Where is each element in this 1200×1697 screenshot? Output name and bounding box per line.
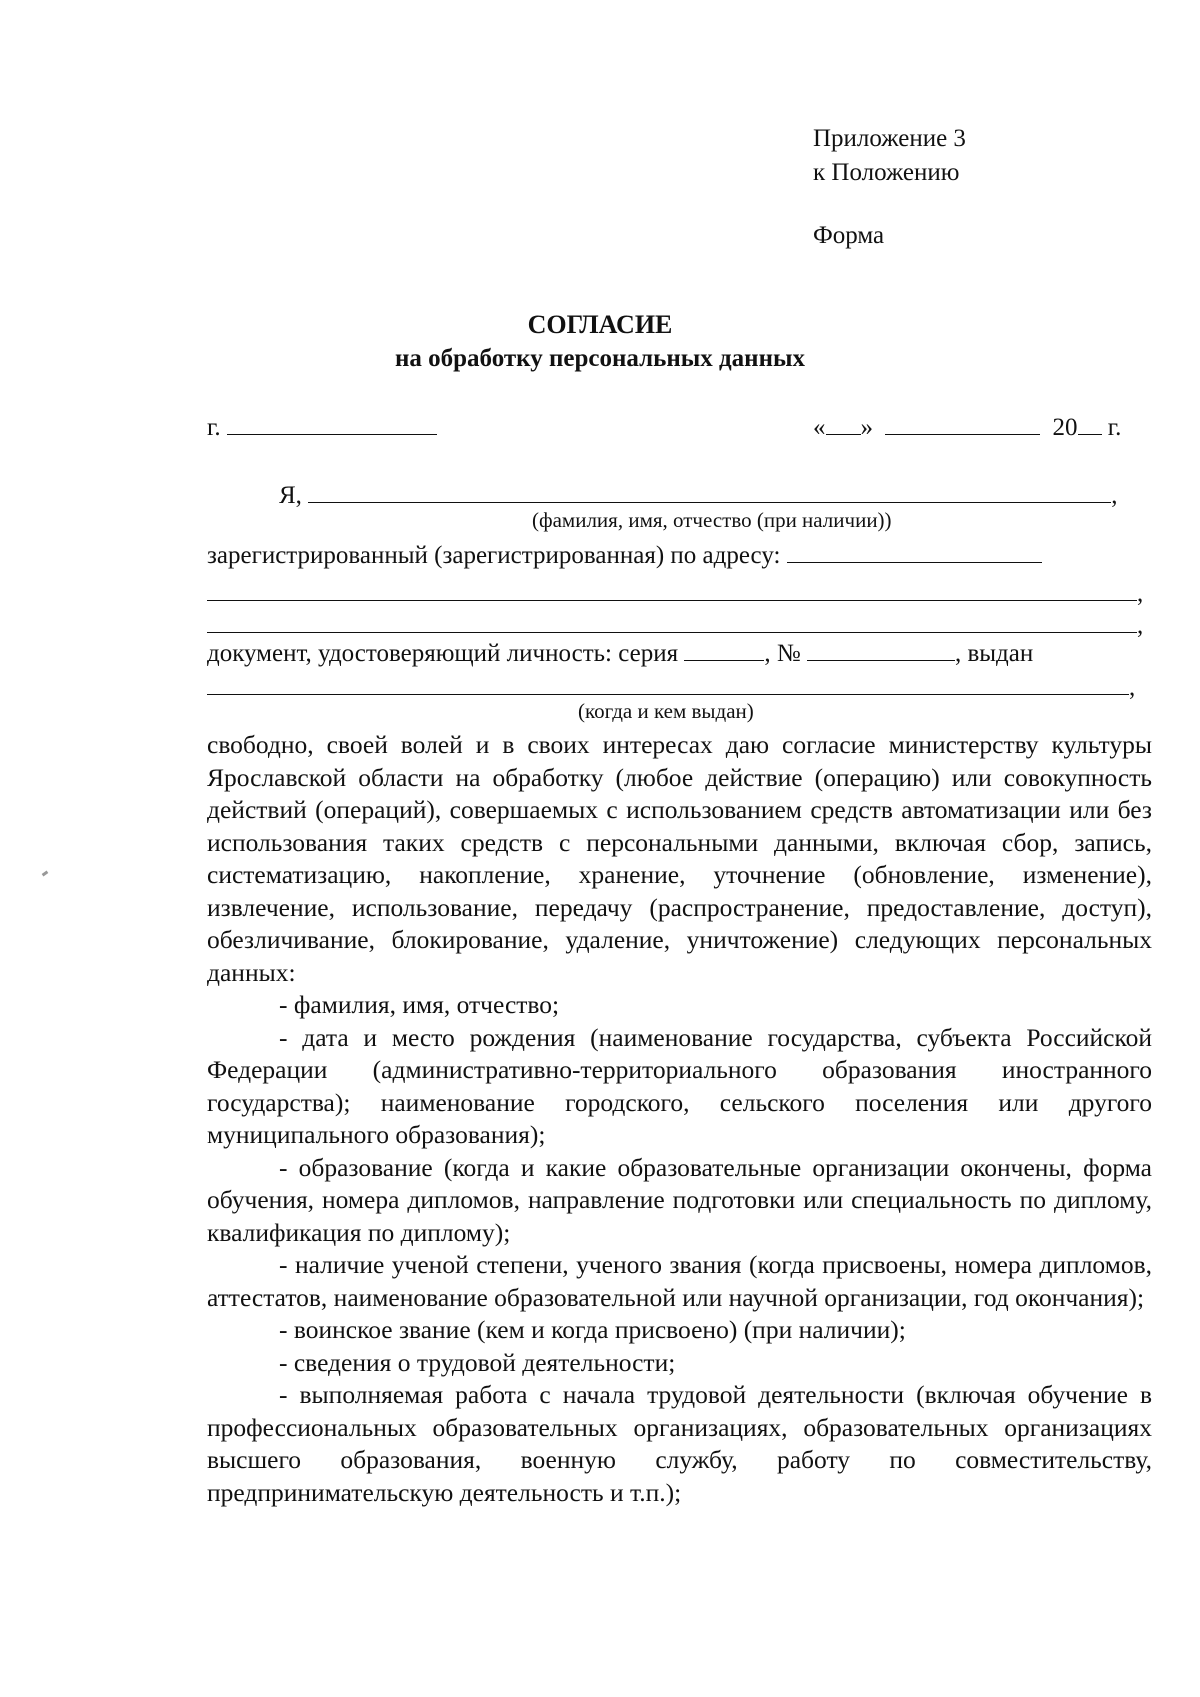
issued-hint: (когда и кем выдан) bbox=[578, 699, 754, 723]
year-prefix: 20 bbox=[1052, 414, 1078, 441]
address-label: зарегистрированный (зарегистрированная) по адресу: bbox=[207, 542, 781, 569]
appendix-line-1: Приложение 3 bbox=[813, 125, 966, 152]
address-comma-2: , bbox=[1137, 580, 1144, 607]
list-item-degree: - наличие ученой степени, ученого звания (когда присвоены, номера дипломов, аттестатов, наименование образовательной или научной организации, год окончания); bbox=[207, 1250, 1152, 1312]
doc-label: документ, удостоверяющий личность: серия bbox=[207, 640, 679, 667]
issued-label: , выдан bbox=[954, 640, 1034, 667]
list-item-labor: - сведения о трудовой деятельности; bbox=[279, 1347, 676, 1377]
consent-paragraph: свободно, своей волей и в своих интересах даю согласие министерству культуры Ярославской области на обработку (любое действие (операцию) или совокупность действий (операций), совершаемых с использованием средств автоматизации или без использования таких средств с персональными данными, включая сбор, запись, систематизацию, накопление, хранение, уточнение (обновление, изменение), извлечение, использование, передачу (распространение, предоставление, доступ), обезличивание, блокирование, удаление, уничтожение) следующих персональных данных: bbox=[207, 730, 1152, 987]
year-suffix: г. bbox=[1107, 414, 1122, 441]
scan-speck bbox=[42, 871, 49, 877]
appendix-line-2: к Положению bbox=[813, 159, 960, 186]
document-subtitle: на обработку персональных данных bbox=[395, 345, 805, 372]
form-label: Форма bbox=[813, 222, 885, 249]
list-item-education: - образование (когда и какие образовательные организации окончены, форма обучения, номера дипломов, направление подготовки или специальность по диплому, квалификация по диплому); bbox=[207, 1152, 1152, 1247]
day-blank[interactable] bbox=[826, 410, 861, 435]
number-blank[interactable] bbox=[807, 636, 955, 661]
ya-label: Я, bbox=[279, 482, 302, 509]
year-blank[interactable] bbox=[1078, 410, 1102, 435]
quote-open: « bbox=[813, 414, 826, 441]
address-comma-3: , bbox=[1137, 612, 1144, 639]
address-blank-1[interactable] bbox=[787, 538, 1042, 563]
city-blank[interactable] bbox=[227, 410, 437, 435]
issued-blank[interactable] bbox=[207, 670, 1129, 695]
issued-comma: , bbox=[1129, 674, 1136, 701]
fio-line bbox=[279, 478, 1117, 510]
appendix-header bbox=[813, 122, 966, 190]
address-blank-3[interactable] bbox=[207, 608, 1137, 633]
fio-comma: , bbox=[1111, 482, 1118, 509]
fio-blank[interactable] bbox=[308, 478, 1111, 503]
address-line bbox=[207, 538, 1042, 570]
list-item-work-history: - выполняемая работа с начала трудовой деятельности (включая обучение в профессиональных образовательных организациях, образовательных организациях высшего образования, военную службу, работу по совместительству, предпринимательскую деятельность и т.п.); bbox=[207, 1380, 1152, 1507]
issued-line bbox=[207, 670, 1135, 702]
consent-body bbox=[207, 729, 1152, 1509]
month-blank[interactable] bbox=[885, 410, 1040, 435]
list-item-fio: - фамилия, имя, отчество; bbox=[279, 990, 560, 1019]
series-blank[interactable] bbox=[684, 636, 764, 661]
address-line-2 bbox=[207, 576, 1143, 608]
address-blank-2[interactable] bbox=[207, 576, 1137, 601]
city-line bbox=[207, 410, 437, 442]
quote-close: » bbox=[860, 414, 873, 441]
list-item-military-rank: - воинское звание (кем и когда присвоено) (при наличии); bbox=[279, 1315, 906, 1344]
list-item-birth: - дата и место рождения (наименование государства, субъекта Российской Федерации (административно-территориального образования иностранного государства); наименование городского, сельского поселения или другого муниципального образования); bbox=[207, 1022, 1152, 1149]
number-label: , № bbox=[764, 640, 801, 667]
document-line bbox=[207, 636, 1033, 668]
date-line bbox=[813, 410, 1121, 442]
fio-hint: (фамилия, имя, отчество (при наличии)) bbox=[532, 508, 892, 532]
city-prefix: г. bbox=[207, 414, 221, 441]
document-title: СОГЛАСИЕ bbox=[527, 310, 673, 339]
